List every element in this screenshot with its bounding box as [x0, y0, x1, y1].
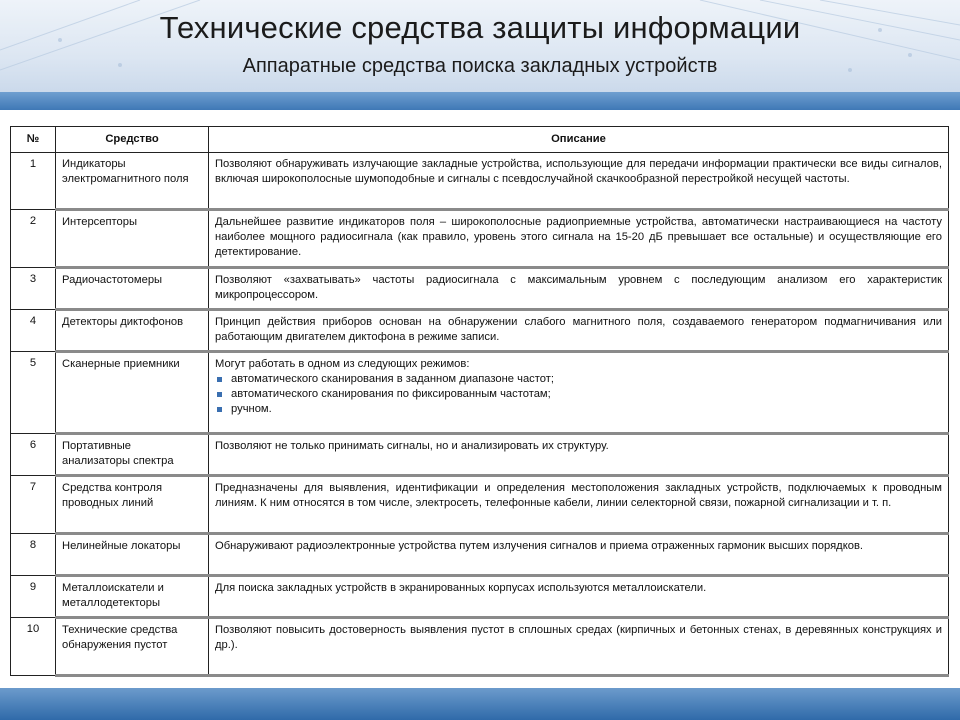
table-row [11, 352, 949, 434]
row-number: 9 [11, 576, 56, 618]
row-description: Для поиска закладных устройств в экранированных корпусах используются металлоискатели. [209, 576, 949, 618]
table-row [11, 310, 949, 352]
row-tool: Сканерные приемники [56, 352, 209, 434]
row-description: Позволяют обнаруживать излучающие закладные устройства, использующие для передачи информации практически все виды сигналов, включая широкополосные шумоподобные и сигналы с псевдослучайной скачкообразной перестройкой несущей частоты. [209, 153, 949, 210]
table-row [11, 434, 949, 476]
row-number: 1 [11, 153, 56, 210]
row-description: Позволяют повысить достоверность выявления пустот в сплошных средах (кирпичных и бетонных стенах, в деревянных конструкциях и др.). [209, 618, 949, 676]
table-header-row [11, 127, 949, 153]
row-number: 2 [11, 210, 56, 268]
table-row [11, 153, 949, 210]
row-description: Предназначены для выявления, идентификации и определения местоположения закладных устройств, подключаемых к проводным линиям. К ним относятся в том числе, электросеть, телефонные кабели, линии селекторной связи, пожарной сигнализации и т. п. [209, 476, 949, 534]
table-container [10, 126, 948, 677]
row-number: 7 [11, 476, 56, 534]
table-row [11, 576, 949, 618]
modes-intro: Могут работать в одном из следующих режимов: [215, 358, 470, 370]
list-item [215, 387, 942, 402]
header-tool: Средство [56, 127, 209, 153]
row-tool: Портативные анализаторы спектра [56, 434, 209, 476]
header-band [0, 92, 960, 110]
row-tool: Металлоискатели и металлодетекторы [56, 576, 209, 618]
row-description: Обнаруживают радиоэлектронные устройства путем излучения сигналов и приема отраженных гармоник высших порядков. [209, 534, 949, 576]
row-tool: Технические средства обнаружения пустот [56, 618, 209, 676]
list-item-text: автоматического сканирования в заданном диапазоне частот; [231, 373, 554, 385]
page-title: Технические средства защиты информации [159, 10, 801, 45]
row-description: Дальнейшее развитие индикаторов поля – широкополосные радиоприемные устройства, автоматически настраивающиеся на частоту наиболее мощного радиосигнала (как правило, уровень этого сигнала на 15-20 дБ превышает все остальные) и осуществляющие его детектирование. [209, 210, 949, 268]
list-item-text: ручном. [231, 403, 272, 415]
row-number: 4 [11, 310, 56, 352]
bullet-square-icon [217, 392, 222, 397]
list-item-text: автоматического сканирования по фиксированным частотам; [231, 388, 551, 400]
protection-tools-table [10, 126, 949, 677]
row-tool: Средства контроля проводных линий [56, 476, 209, 534]
modes-list [215, 372, 942, 417]
header-description: Описание [209, 127, 949, 153]
row-number: 6 [11, 434, 56, 476]
list-item [215, 372, 942, 387]
row-description: Позволяют «захватывать» частоты радиосигнала с максимальным уровнем с последующим анализом его характеристик микропроцессором. [209, 268, 949, 310]
list-item [215, 402, 942, 417]
footer-band [0, 688, 960, 720]
table-row [11, 476, 949, 534]
row-description-list [209, 352, 949, 434]
row-number: 10 [11, 618, 56, 676]
bullet-square-icon [217, 377, 222, 382]
row-number: 8 [11, 534, 56, 576]
row-description: Принцип действия приборов основан на обнаружении слабого магнитного поля, создаваемого генератором подмагничивания или работающим двигателем диктофона в режиме записи. [209, 310, 949, 352]
row-tool: Радиочастотомеры [56, 268, 209, 310]
row-tool: Нелинейные локаторы [56, 534, 209, 576]
slide-header [0, 0, 960, 96]
header-number: № [11, 127, 56, 153]
row-number: 5 [11, 352, 56, 434]
page-subtitle: Аппаратные средства поиска закладных устройств [242, 55, 718, 77]
row-tool: Интерсепторы [56, 210, 209, 268]
row-number: 3 [11, 268, 56, 310]
table-row [11, 534, 949, 576]
row-tool: Детекторы диктофонов [56, 310, 209, 352]
row-description: Позволяют не только принимать сигналы, но и анализировать их структуру. [209, 434, 949, 476]
table-row [11, 618, 949, 676]
row-tool: Индикаторы электромагнитного поля [56, 153, 209, 210]
table-row [11, 210, 949, 268]
table-row [11, 268, 949, 310]
bullet-square-icon [217, 407, 222, 412]
